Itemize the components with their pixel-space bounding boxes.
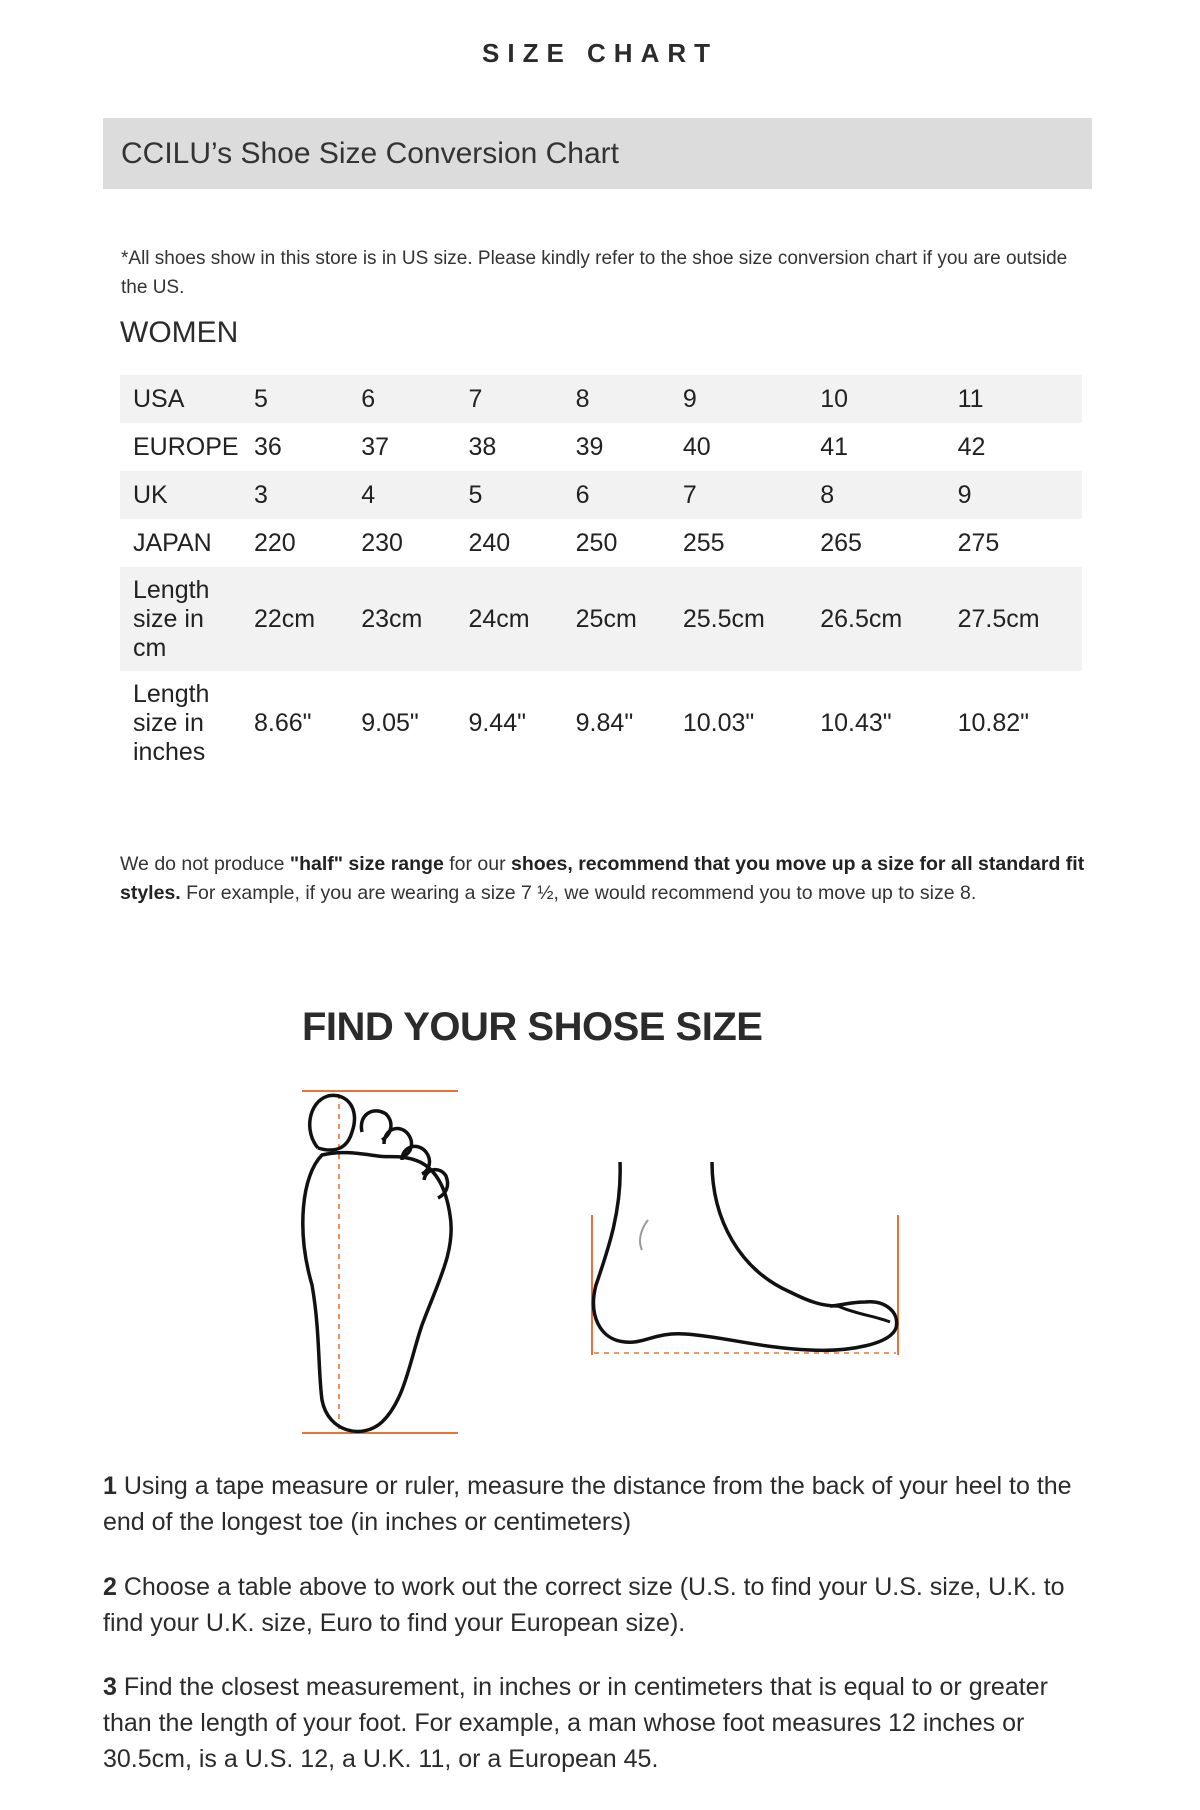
- table-cell: 8: [807, 471, 944, 519]
- foot-side-icon: [592, 1162, 898, 1355]
- table-cell: 3: [241, 471, 348, 519]
- table-cell: 10: [807, 375, 944, 423]
- page-title: SIZE CHART: [482, 38, 718, 68]
- row-label: JAPAN: [133, 528, 212, 557]
- table-cell: 41: [820, 432, 849, 461]
- row-label: Length size in cm: [120, 567, 241, 671]
- table-cell: 39: [575, 432, 604, 461]
- table-cell: 8: [563, 375, 670, 423]
- chart-banner: [103, 118, 1092, 189]
- table-cell: 24cm: [455, 567, 562, 671]
- table-cell: 26.5cm: [807, 567, 944, 671]
- table-row: [120, 423, 1082, 471]
- table-cell: 42: [957, 432, 986, 461]
- find-size-heading: FIND YOUR SHOSE SIZE: [302, 1005, 763, 1049]
- table-cell: 10.03": [682, 708, 755, 737]
- row-label: EUROPE: [133, 432, 239, 461]
- table-cell: 265: [820, 528, 862, 557]
- table-row: [120, 567, 1082, 671]
- row-label: Length size in inches: [133, 679, 210, 766]
- table-cell: 27.5cm: [945, 567, 1082, 671]
- table-cell: 38: [468, 432, 497, 461]
- us-size-note: *All shoes show in this store is in US size. Please kindly refer to the shoe size conversion chart if you are outside the US.: [121, 248, 1068, 298]
- table-cell: 9: [945, 471, 1082, 519]
- table-cell: 9: [670, 375, 807, 423]
- table-cell: 8.66": [254, 708, 312, 737]
- half-size-note: [120, 850, 1090, 908]
- banner-title: CCILU’s Shoe Size Conversion Chart: [121, 136, 620, 170]
- row-label: USA: [120, 375, 241, 423]
- step-number: 3: [103, 1673, 117, 1701]
- table-cell: 36: [254, 432, 282, 461]
- step-text: Choose a table above to work out the correct size (U.S. to find your U.S. size, U.K. to find your U.K. size, Euro to find your European size).: [103, 1573, 1065, 1637]
- table-cell: 220: [254, 528, 296, 557]
- half-note-text: for our: [443, 853, 511, 875]
- table-cell: 6: [563, 471, 670, 519]
- step-number: 2: [103, 1573, 117, 1601]
- table-cell: 5: [241, 375, 348, 423]
- size-conversion-table: [120, 375, 1082, 775]
- section-heading-women: WOMEN: [120, 316, 239, 349]
- table-cell: 40: [682, 432, 711, 461]
- table-row: [120, 671, 1082, 775]
- table-cell: 10.43": [820, 708, 892, 737]
- step-1: [103, 1468, 1103, 1540]
- table-cell: 9.44": [468, 708, 526, 737]
- step-text: Find the closest measurement, in inches or in centimeters that is equal to or greater than the length of your foot. For example, a man whose foot measures 12 inches or 30.5cm, is a U.S. 12, a U.K. 11, or a European 45.: [103, 1673, 1048, 1773]
- row-label: UK: [120, 471, 241, 519]
- step-3: [103, 1669, 1103, 1777]
- table-cell: 5: [455, 471, 562, 519]
- table-cell: 250: [575, 528, 618, 557]
- half-note-text: For example, if you are wearing a size 7 ½, we would recommend you to move up to size 8.: [180, 882, 977, 904]
- table-cell: 275: [957, 528, 1000, 557]
- table-cell: 11: [945, 375, 1082, 423]
- table-cell: 6: [348, 375, 455, 423]
- table-row: [120, 375, 1082, 423]
- table-row: [120, 471, 1082, 519]
- table-cell: 22cm: [241, 567, 348, 671]
- half-note-text: We do not produce: [120, 853, 290, 875]
- step-number: 1: [103, 1472, 117, 1500]
- table-cell: 255: [682, 528, 725, 557]
- table-cell: 230: [361, 528, 403, 557]
- table-cell: 23cm: [348, 567, 455, 671]
- step-2: [103, 1569, 1103, 1641]
- table-cell: 7: [455, 375, 562, 423]
- table-cell: 25.5cm: [670, 567, 807, 671]
- table-cell: 25cm: [563, 567, 670, 671]
- foot-measure-diagram: [290, 1070, 930, 1440]
- half-note-emphasis: shoes, recommend that you move up a size for all standard fit styles.: [120, 853, 1085, 904]
- step-text: Using a tape measure or ruler, measure the distance from the back of your heel to the end of the longest toe (in inches or centimeters): [103, 1472, 1072, 1536]
- table-cell: 10.82": [957, 708, 1030, 737]
- table-cell: 9.05": [361, 708, 419, 737]
- table-cell: 37: [361, 432, 390, 461]
- table-cell: 240: [468, 528, 511, 557]
- table-row: [120, 519, 1082, 567]
- table-cell: 9.84": [575, 708, 634, 737]
- half-note-emphasis: "half" size range: [289, 853, 444, 875]
- table-cell: 4: [348, 471, 455, 519]
- foot-sole-icon: [302, 1091, 458, 1433]
- table-cell: 7: [670, 471, 807, 519]
